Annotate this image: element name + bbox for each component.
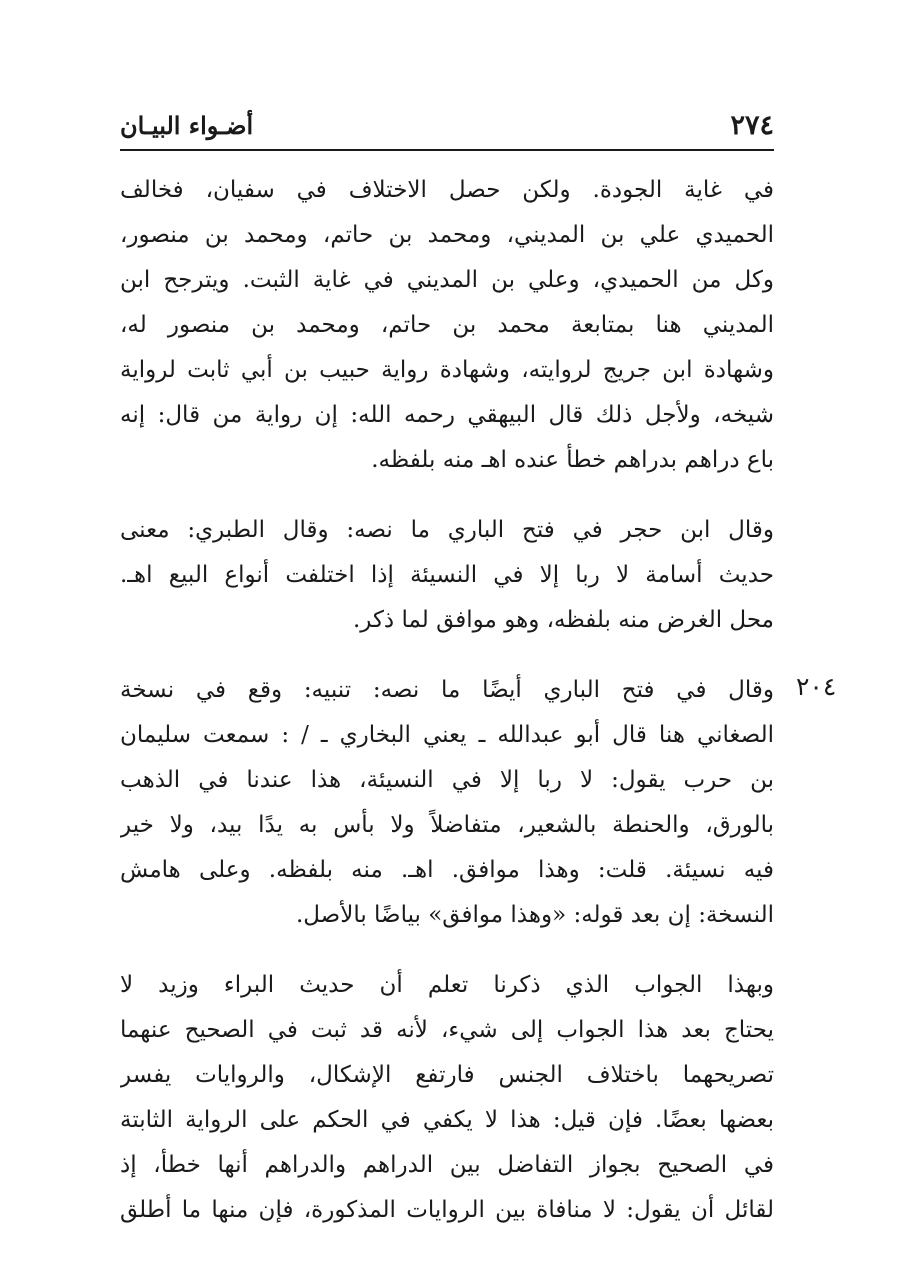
paragraph bbox=[120, 168, 774, 483]
book-title: أضـواء البيـان bbox=[120, 111, 254, 140]
paragraph bbox=[120, 668, 774, 938]
paragraph bbox=[120, 508, 774, 643]
text-line: وقال في فتح الباري أيضًا ما نصه: تنبيه: وقع في نسخة bbox=[120, 677, 774, 703]
text-line: وبهذا الجواب الذي ذكرنا تعلم أن حديث البراء وزيد لا bbox=[120, 972, 774, 998]
text-line: يحتاج بعد هذا الجواب إلى شيء، لأنه قد ثبت في الصحيح عنهما bbox=[120, 1017, 774, 1043]
text-line: حديث أسامة لا ربا إلا في النسيئة إذا اختلفت أنواع البيع اهـ. bbox=[120, 562, 774, 588]
text-line: بن حرب يقول: لا ربا إلا في النسيئة، هذا عندنا في الذهب bbox=[120, 767, 774, 793]
page-header bbox=[120, 106, 774, 146]
text-line: الحميدي علي بن المديني، ومحمد بن حاتم، ومحمد بن منصور، bbox=[120, 222, 774, 248]
margin-page-reference: ٢٠٤ bbox=[796, 672, 837, 701]
text-line: في غاية الجودة. ولكن حصل الاختلاف في سفيان، فخالف bbox=[120, 177, 774, 203]
text-line: بالورق، والحنطة بالشعير، متفاضلاً ولا بأس به يدًا بيد، ولا خير bbox=[120, 812, 774, 838]
text-line: تصريحهما باختلاف الجنس فارتفع الإشكال، والروايات يفسر bbox=[120, 1062, 774, 1088]
text-line: وقال ابن حجر في فتح الباري ما نصه: وقال الطبري: معنى bbox=[120, 517, 774, 543]
text-line: لقائل أن يقول: لا منافاة بين الروايات المذكورة، فإن منها ما أطلق bbox=[120, 1197, 774, 1223]
text-line: النسخة: إن بعد قوله: «وهذا موافق» بياضًا بالأصل. bbox=[295, 902, 774, 928]
text-line: المديني هنا بمتابعة محمد بن حاتم، ومحمد بن منصور له، bbox=[120, 312, 774, 338]
text-line: محل الغرض منه بلفظه، وهو موافق لما ذكر. bbox=[352, 607, 774, 633]
text-line: باع دراهم بدراهم خطأ عنده اهـ منه بلفظه. bbox=[371, 447, 774, 473]
text-line: بعضها بعضًا. فإن قيل: هذا لا يكفي في الحكم على الرواية الثابتة bbox=[120, 1107, 774, 1133]
text-line: فيه نسيئة. قلت: وهذا موافق. اهـ. منه بلفظه. وعلى هامش bbox=[120, 857, 774, 883]
text-line: في الصحيح بجواز التفاضل بين الدراهم والدراهم أنها خطأ، إذ bbox=[120, 1152, 774, 1178]
body-text bbox=[120, 168, 774, 1233]
text-line: وشهادة ابن جريج لروايته، وشهادة رواية حبيب بن أبي ثابت لرواية bbox=[120, 357, 774, 383]
text-line: شيخه، ولأجل ذلك قال البيهقي رحمه الله: إن رواية من قال: إنه bbox=[120, 402, 774, 428]
paragraph bbox=[120, 963, 774, 1233]
text-line: الصغاني هنا قال أبو عبدالله ـ يعني البخاري ـ / : سمعت سليمان bbox=[120, 722, 774, 748]
page-number: ٢٧٤ bbox=[730, 110, 774, 141]
text-line: وكل من الحميدي، وعلي بن المديني في غاية الثبت. ويترجح ابن bbox=[120, 267, 774, 293]
header-divider bbox=[120, 149, 774, 151]
